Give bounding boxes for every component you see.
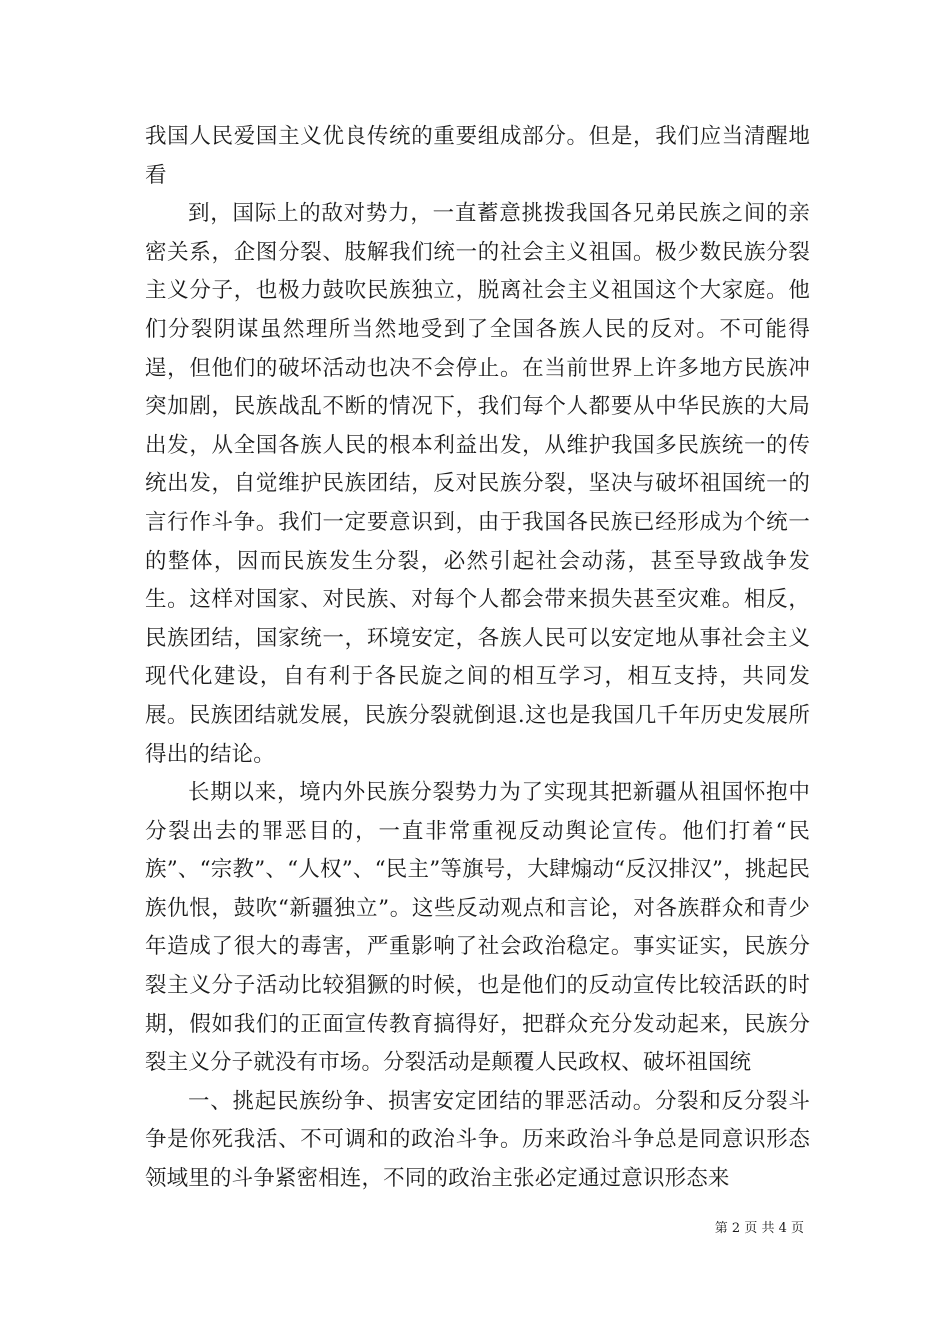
document-body: [145, 118, 810, 1199]
paragraph-4: 一、挑起民族纷争、损害安定团结的罪恶活动。分裂和反分裂斗争是你死我活、不可调和的政治斗争。历来政治斗争总是同意识形态领域里的斗争紧密相连，不同的政治主张必定通过意识形态来: [145, 1088, 810, 1192]
paragraph-1: 我国人民爱国主义优良传统的重要组成部分。但是，我们应当清醒地看: [145, 124, 810, 188]
paragraph-2: 到，国际上的敌对势力，一直蓄意挑拨我国各兄弟民族之间的亲密关系，企图分裂、肢解我们统一的社会主义祖国。极少数民族分裂主义分子，也极力鼓吹民族独立，脱离社会主义祖国这个大家庭。他们分裂阴谋虽然理所当然地受到了全国各族人民的反对。不可能得逞，但他们的破坏活动也决不会停止。在当前世界上许多地方民族冲突加剧，民族战乱不断的情况下，我们每个人都要从中华民族的大局出发，从全国各族人民的根本利益出发，从维护我国多民族统一的传统出发，自觉维护民族团结，反对民族分裂，坚决与破坏祖国统一的言行作斗争。我们一定要意识到，由于我国各民族已经形成为个统一的整体，因而民族发生分裂，必然引起社会动荡，甚至导致战争发生。这样对国家、对民族、对每个人都会带来损失甚至灾难。相反，民族团结，国家统一，环境安定，各族人民可以安定地从事社会主义现代化建设，自有利于各民旋之间的相互学习，相互支持，共同发展。民族团结就发展，民族分裂就倒退.这也是我国几千年历史发展所得出的结论。: [145, 201, 810, 767]
paragraph-3: 长期以来，境内外民族分裂势力为了实现其把新疆从祖国怀抱中分裂出去的罪恶目的，一直非常重视反动舆论宣传。他们打着“民族”、“宗教”、“人权”、“民主”等旗号，大肆煽动“反汉排汉”，挑起民族仇恨，鼓吹“新疆独立”。这些反动观点和言论，对各族群众和青少年造成了很大的毒害，严重影响了社会政治稳定。事实证实，民族分裂主义分子活动比较猖獗的时候，也是他们的反动宣传比较活跃的时期，假如我们的正面宣传教育搞得好，把群众充分发动起来，民族分裂主义分子就没有市场。分裂活动是颠覆人民政权、破坏祖国统: [145, 780, 810, 1076]
page-number-footer: 第 2 页 共 4 页: [714, 1221, 804, 1236]
